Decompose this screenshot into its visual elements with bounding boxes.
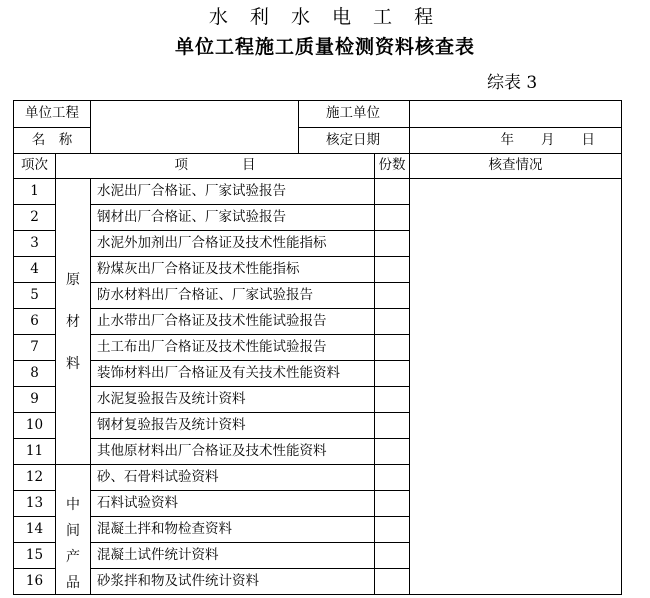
check-date-label: 核定日期 <box>299 128 410 154</box>
row-copies[interactable] <box>375 257 410 283</box>
row-index: 4 <box>14 257 56 283</box>
row-index: 7 <box>14 335 56 361</box>
unit-project-value[interactable] <box>91 101 299 154</box>
row-copies[interactable] <box>375 309 410 335</box>
row-copies[interactable] <box>375 543 410 569</box>
form-title: 单位工程施工质量检测资料核查表 <box>174 36 475 58</box>
column-header-status: 核查情况 <box>410 154 622 179</box>
row-item: 砂浆拌和物及试件统计资料 <box>91 569 375 595</box>
row-copies[interactable] <box>375 569 410 595</box>
category-label-char: 品 <box>66 575 80 591</box>
row-item: 粉煤灰出厂合格证及技术性能指标 <box>91 257 375 283</box>
unit-project-label: 单位工程 <box>14 101 91 128</box>
unit-project-name-label: 名 称 <box>14 128 91 154</box>
construction-unit-label: 施工单位 <box>299 101 410 128</box>
row-copies[interactable] <box>375 205 410 231</box>
row-item: 其他原材料出厂合格证及技术性能资料 <box>91 439 375 465</box>
row-item: 防水材料出厂合格证、厂家试验报告 <box>91 283 375 309</box>
column-header-item: 项 目 <box>56 154 375 179</box>
category-label-char: 料 <box>66 355 80 372</box>
table-body <box>14 179 622 595</box>
row-copies[interactable] <box>375 413 410 439</box>
row-index: 12 <box>14 465 56 491</box>
row-item: 石料试验资料 <box>91 491 375 517</box>
row-item: 混凝土拌和物检查资料 <box>91 517 375 543</box>
inspection-table <box>13 100 622 595</box>
row-index: 5 <box>14 283 56 309</box>
row-item: 钢材出厂合格证、厂家试验报告 <box>91 205 375 231</box>
table-row <box>14 179 622 205</box>
row-index: 10 <box>14 413 56 439</box>
column-header-copies: 份数 <box>375 154 410 179</box>
row-copies[interactable] <box>375 387 410 413</box>
category-label-char: 产 <box>66 549 80 565</box>
row-item: 水泥出厂合格证、厂家试验报告 <box>91 179 375 205</box>
row-copies[interactable] <box>375 283 410 309</box>
status-cell[interactable] <box>410 179 622 595</box>
category-label-char: 原 <box>66 271 80 288</box>
row-index: 16 <box>14 569 56 595</box>
row-item: 钢材复验报告及统计资料 <box>91 413 375 439</box>
row-copies[interactable] <box>375 335 410 361</box>
row-index: 15 <box>14 543 56 569</box>
row-index: 11 <box>14 439 56 465</box>
row-index: 2 <box>14 205 56 231</box>
form-number: 综表 3 <box>487 73 538 93</box>
category-label-char: 中 <box>66 497 80 513</box>
row-index: 9 <box>14 387 56 413</box>
category-intermediate-products <box>56 465 91 595</box>
check-date-value[interactable]: 年 月 日 <box>410 128 622 154</box>
row-item: 水泥外加剂出厂合格证及技术性能指标 <box>91 231 375 257</box>
row-item: 水泥复验报告及统计资料 <box>91 387 375 413</box>
row-index: 6 <box>14 309 56 335</box>
column-header-index: 项次 <box>14 154 56 179</box>
row-item: 土工布出厂合格证及技术性能试验报告 <box>91 335 375 361</box>
row-index: 8 <box>14 361 56 387</box>
row-copies[interactable] <box>375 361 410 387</box>
row-copies[interactable] <box>375 465 410 491</box>
row-item: 混凝土试件统计资料 <box>91 543 375 569</box>
row-item: 装饰材料出厂合格证及有关技术性能资料 <box>91 361 375 387</box>
row-copies[interactable] <box>375 231 410 257</box>
category-label-char: 材 <box>66 313 80 330</box>
category-raw-materials <box>56 179 91 465</box>
row-copies[interactable] <box>375 439 410 465</box>
row-copies[interactable] <box>375 491 410 517</box>
row-item: 止水带出厂合格证及技术性能试验报告 <box>91 309 375 335</box>
row-index: 3 <box>14 231 56 257</box>
row-index: 14 <box>14 517 56 543</box>
category-label-char: 间 <box>66 523 80 539</box>
construction-unit-value[interactable] <box>410 101 622 128</box>
document-title: 水 利 水 电 工 程 <box>208 6 442 28</box>
row-index: 1 <box>14 179 56 205</box>
row-index: 13 <box>14 491 56 517</box>
row-item: 砂、石骨料试验资料 <box>91 465 375 491</box>
row-copies[interactable] <box>375 179 410 205</box>
row-copies[interactable] <box>375 517 410 543</box>
